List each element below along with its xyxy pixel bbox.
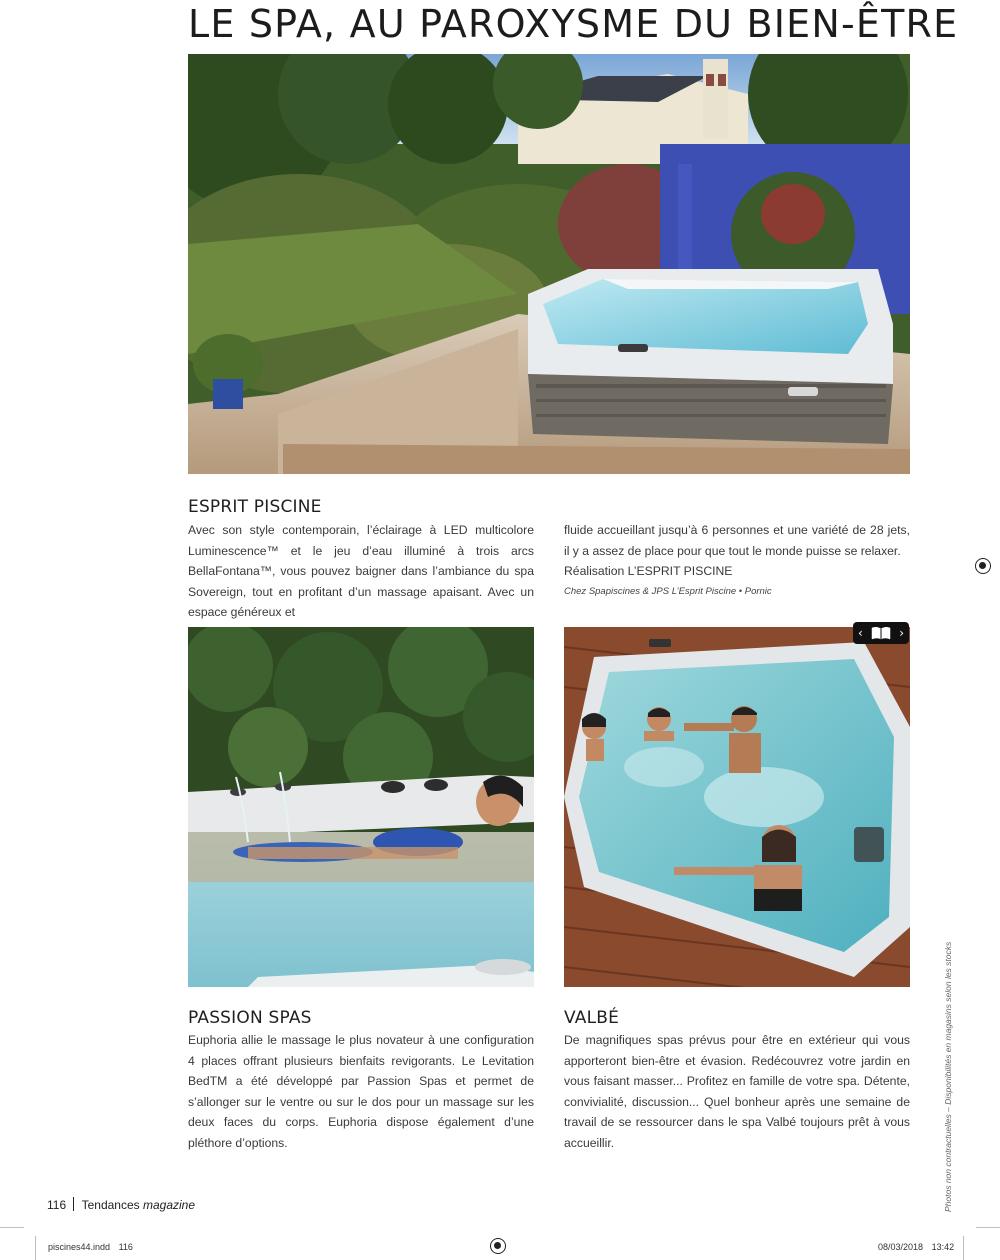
- registration-mark-right: [975, 558, 991, 574]
- hero-photo-illustration: [188, 54, 910, 474]
- previous-page-button[interactable]: ‹: [858, 626, 863, 640]
- article-heading-esprit-piscine: ESPRIT PISCINE: [188, 497, 322, 517]
- page-title: LE SPA, AU PAROXYSME DU BIEN-ÊTRE: [188, 2, 959, 46]
- next-page-button[interactable]: ›: [899, 626, 904, 640]
- footer-folio: [47, 1197, 195, 1212]
- article-heading-valbe: VALBÉ: [564, 1008, 620, 1028]
- article-body-esprit-piscine-col2: fluide accueillant jusqu’à 6 personnes et une variété de 28 jets, il y a assez de place pour que tout le monde puisse se relaxer.: [564, 523, 910, 558]
- passion-spas-illustration: [188, 627, 534, 987]
- trim-mark-bottom-left: [0, 1227, 24, 1228]
- slug-file: [48, 1242, 133, 1252]
- vertical-disclaimer: Photos non contractuelles – Disponibilités en magasins selon les stocks: [943, 941, 953, 1212]
- trim-mark-bottom-right: [976, 1227, 1000, 1228]
- hero-photo-spa-garden: [188, 54, 910, 474]
- article-caption-esprit-piscine: Chez Spapiscines & JPS L’Esprit Piscine • Pornic: [564, 586, 772, 597]
- magazine-suffix: magazine: [143, 1198, 196, 1212]
- valbe-illustration: [564, 627, 910, 987]
- slug-time: 13:42: [931, 1242, 955, 1252]
- slug-filename: piscines44.indd: [48, 1242, 111, 1252]
- slug-date: 08/03/2018: [878, 1242, 924, 1252]
- article-body-valbe: De magnifiques spas prévus pour être en extérieur qui vous apporteront bien-être et évasion. Redécouvrez votre jardin en vous faisant masser... Profitez en famille de votre spa. Détente, convivialité, discussion... Quel bonheur après une semaine de travail de se ressourcer dans le spa Valbé toujours prêt à vous accueillir.: [564, 1033, 910, 1150]
- slug-datetime: [878, 1242, 954, 1252]
- folio-separator: [73, 1197, 74, 1211]
- magazine-name: Tendances: [81, 1198, 140, 1212]
- book-icon[interactable]: [871, 626, 891, 640]
- trim-mark-bottom-left-vertical: [35, 1236, 36, 1260]
- slug-page: 116: [118, 1242, 133, 1252]
- article-body-esprit-piscine-col1: Avec son style contemporain, l’éclairage à LED multicolore Luminescence™ et le jeu d’eau illuminé à trois arcs BellaFontana™, vous pouvez baigner dans l’ambiance du spa Sovereign, tout en profitant d’un massage apaisant. Avec un espace généreux et: [188, 523, 534, 619]
- article-heading-passion-spas: PASSION SPAS: [188, 1008, 312, 1028]
- trim-mark-bottom-right-vertical: [963, 1236, 964, 1260]
- page-viewer-controls: [853, 622, 909, 644]
- article-body-passion-spas: Euphoria allie le massage le plus novateur à une configuration 4 places offrant plusieurs bienfaits revigorants. Le Levitation BedTM a été développé par Passion Spas et permet de s’allonger sur le ventre ou sur le dos pour un massage sur les deux faces du corps. Euphoria dispose également d’une pléthore d’options.: [188, 1033, 534, 1150]
- article-credit-esprit-piscine: Réalisation L’ESPRIT PISCINE: [564, 564, 733, 578]
- registration-mark-bottom: [490, 1238, 506, 1254]
- photo-passion-spas: [188, 627, 534, 987]
- page-number: 116: [47, 1198, 67, 1212]
- photo-valbe: [564, 627, 910, 987]
